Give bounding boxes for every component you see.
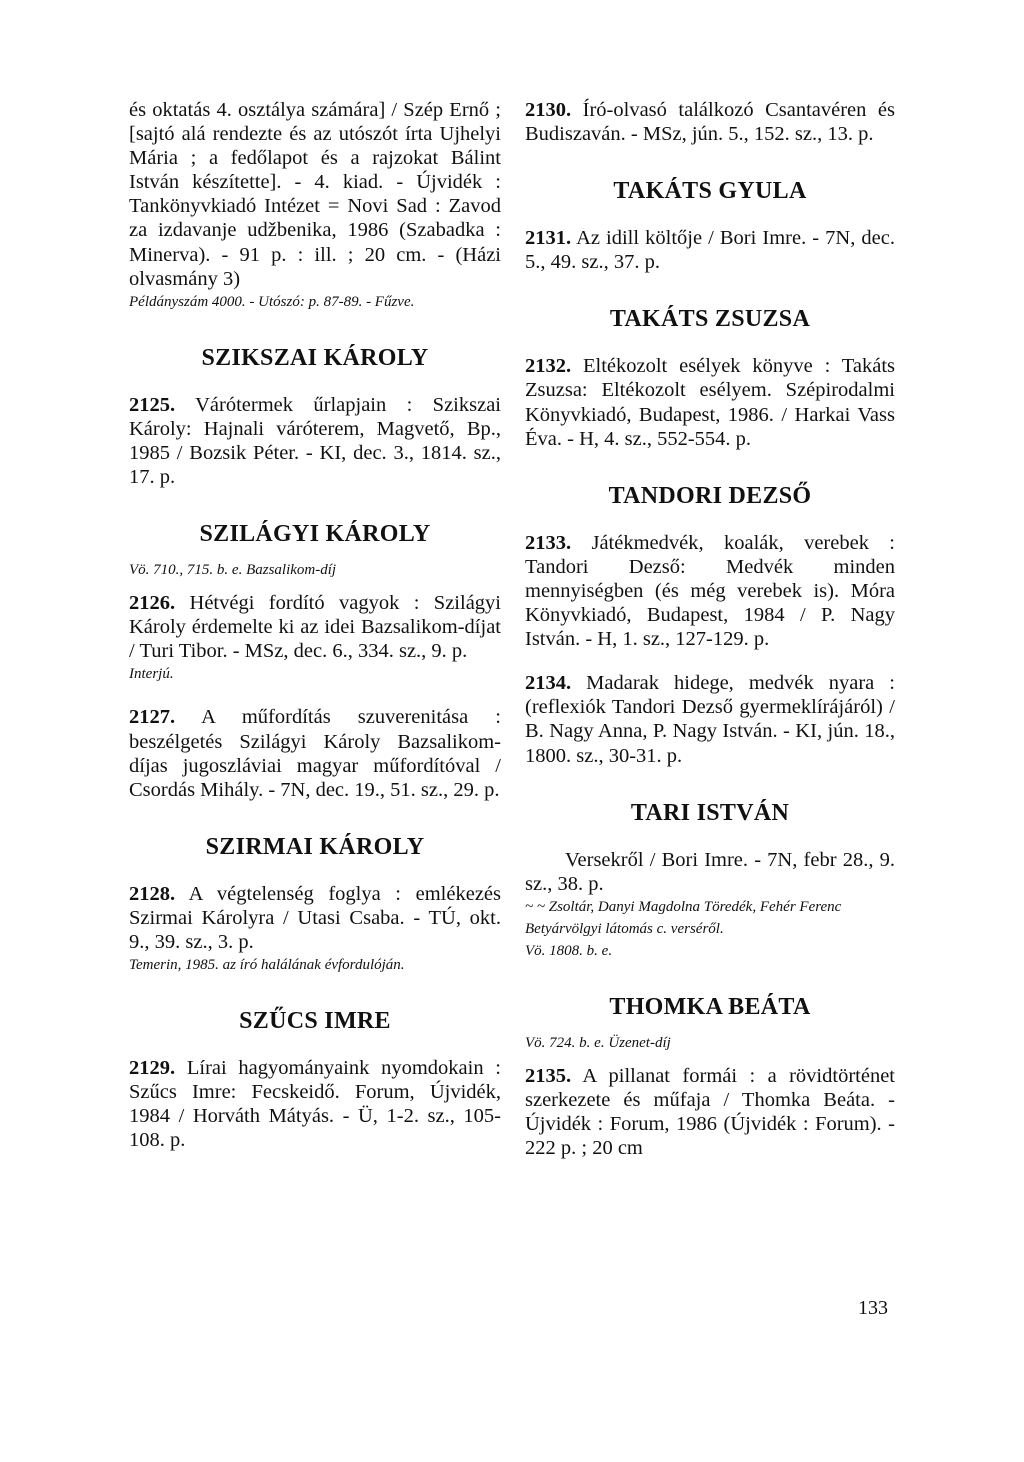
- author-heading: SZILÁGYI KÁROLY: [199, 521, 431, 548]
- author-heading: SZŰCS IMRE: [239, 1008, 391, 1035]
- entry-note: Temerin, 1985. az író halálának évfordulóján.: [129, 957, 405, 974]
- entry-2128: [129, 882, 501, 954]
- entry-text: A műfordítás szuverenitása : beszélgetés Szilágyi Károly Bazsalikom-díjas jugoszláviai magyar műfordítóval / Csordás Mihály. - 7N, dec. 19., 51. sz., 29. p.: [129, 706, 501, 801]
- author-heading: SZIKSZAI KÁROLY: [201, 344, 429, 371]
- entry-number: 2134.: [525, 672, 572, 695]
- entry-2131: [525, 226, 895, 274]
- entry-text: Hétvégi fordító vagyok : Szilágyi Károly érdemelte ki az idei Bazsalikom-díjat / Turi Tibor. - MSz, dec. 6., 334. sz., 9. p.: [129, 592, 501, 663]
- author-heading: TARI ISTVÁN: [630, 799, 790, 826]
- entry-text: Madarak hidege, medvék nyara : (reflexiók Tandori Dezső gyermeklírájáról) / B. Nagy Anna, P. Nagy István. - KI, jún. 18., 1800. sz., 30-31. p.: [525, 672, 896, 767]
- entry-note: Interjú.: [129, 666, 174, 683]
- entry-number: 2131.: [525, 227, 572, 250]
- entry-text: Várótermek űrlapjain : Szikszai Károly: Hajnali váróterem, Magvető, Bp., 1985 / Bozsik Péter. - KI, dec. 3., 1814. sz., 17. p.: [129, 393, 501, 489]
- entry-number: 2125.: [129, 393, 176, 416]
- entry-text: Eltékozolt esélyek könyve : Takáts Zsuzsa: Eltékozolt esélyem. Szépirodalmi Könyvkiadó, Budapest, 1986. / Harkai Vass Éva. - H, 4. sz., 552-554. p.: [525, 355, 896, 450]
- entry-2132: [525, 354, 895, 450]
- cross-reference: Vö. 724. b. e. Üzenet-díj: [525, 1034, 671, 1051]
- entry-2133: [525, 531, 895, 651]
- entry-2134: [525, 671, 895, 767]
- entry-number: 2130.: [525, 99, 572, 121]
- page-number: 133: [858, 1297, 888, 1319]
- left-column: [129, 98, 501, 1152]
- entry-number: 2132.: [525, 355, 572, 378]
- entry-note: ~ ~ Zsoltár, Danyi Magdolna Töredék, Fehér Ferenc Betyárvölgyi látomás c. verséről.: [525, 898, 842, 937]
- author-heading: TAKÁTS ZSUZSA: [609, 306, 811, 333]
- entry-2129: [129, 1056, 501, 1152]
- entry-number: 2135.: [525, 1064, 572, 1087]
- cross-reference: Vö. 1808. b. e.: [525, 942, 613, 959]
- entry-text: Író-olvasó találkozó Csantavéren és Budiszaván. - MSz, jún. 5., 152. sz., 13. p.: [525, 99, 896, 146]
- entry-text: Lírai hagyományaink nyomdokain : Szűcs Imre: Fecskeidő. Forum, Újvidék, 1984 / Horváth Mátyás. - Ü, 1-2. sz., 105-108. p.: [129, 1057, 502, 1152]
- author-heading: TAKÁTS GYULA: [613, 178, 807, 205]
- entry-2130: [525, 98, 895, 146]
- entry-note: Példányszám 4000. - Utószó: p. 87-89. - Fűzve.: [129, 293, 415, 310]
- author-heading: TANDORI DEZSŐ: [608, 482, 812, 509]
- entry-number: 2126.: [129, 592, 176, 615]
- entry-2135: [525, 1064, 895, 1160]
- author-heading: THOMKA BEÁTA: [609, 993, 811, 1020]
- entry-number: 2128.: [129, 882, 176, 905]
- entry-2127: [129, 705, 501, 801]
- cross-reference: Vö. 710., 715. b. e. Bazsalikom-díj: [129, 562, 337, 579]
- continued-entry: és oktatás 4. osztálya számára] / Szép Ernő ; [sajtó alá rendezte és az utószót írta Ujhelyi Mária ; a fedőlapot és a rajzokat Bálint István készítette]. - 4. kiad. - Újvidék : Tankönyvkiadó Intézet = Novi Sad : Zavod za izdavanje udžbenika, 1986 (Szabadka : Minerva). - 91 p. : ill. ; 20 cm. - (Házi olvasmány 3): [129, 99, 501, 290]
- entry-number: 2127.: [129, 706, 176, 729]
- entry-number: 2129.: [129, 1057, 176, 1080]
- entry-text: A végtelenség foglya : emlékezés Szirmai Károlyra / Utasi Csaba. - TÚ, okt. 9., 39. sz., 3. p.: [129, 882, 501, 953]
- entry-text: Játékmedvék, koalák, verebek : Tandori Dezső: Medvék minden mennyiségben (és még verebek is). Móra Könyvkiadó, Budapest, 1984 / P. Nagy István. - H, 1. sz., 127-129. p.: [525, 531, 896, 651]
- right-column: [525, 98, 895, 1160]
- tari-entry: Versekről / Bori Imre. - 7N, febr 28., 9. sz., 38. p.: [525, 848, 895, 895]
- author-heading: SZIRMAI KÁROLY: [205, 833, 425, 860]
- entry-text: A pillanat formái : a rövidtörténet szerkezete és műfaja / Thomka Beáta. - Újvidék : Forum, 1986 (Újvidék : Forum). - 222 p. ; 20 cm: [525, 1064, 895, 1160]
- entry-2126: [129, 591, 501, 663]
- entry-text: Az idill költője / Bori Imre. - 7N, dec. 5., 49. sz., 37. p.: [525, 227, 895, 274]
- entry-number: 2133.: [525, 531, 572, 554]
- entry-2125: [129, 393, 501, 489]
